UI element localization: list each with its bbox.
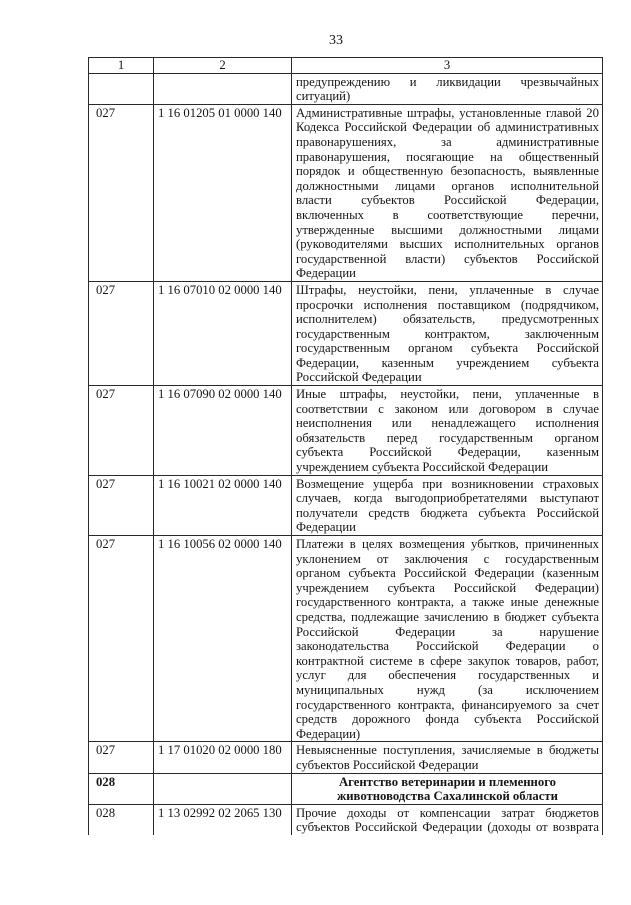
description-line: включенных в соответствующие перечни, <box>296 207 599 222</box>
code-cell: 027 <box>89 281 154 385</box>
kbk-cell: 1 16 10056 02 0000 140 <box>154 536 292 742</box>
description-line: Прочие доходы от компенсации затрат бюджетов <box>296 805 599 820</box>
description-line: субъектов Российской Федерации (доходы от возврата <box>296 820 599 835</box>
code-cell: 027 <box>89 104 154 281</box>
description-line: Кодекса Российской Федерации об административных <box>296 120 599 135</box>
description-line: Федерации <box>296 266 356 281</box>
table-row <box>89 804 603 835</box>
description-line: неисполнения или ненадлежащего исполнения <box>296 416 599 431</box>
description-line: муниципальных нужд (за исключением <box>296 682 599 697</box>
description-line: должностными лицами органов исполнительной <box>296 178 599 193</box>
description-line: просрочки исполнения поставщиком (подрядчиком, <box>296 297 599 312</box>
description-line: учреждением субъекта Российской Федерации <box>296 460 549 475</box>
description-line: субъектов Российской Федерации <box>296 757 479 772</box>
description-line: Невыясненные поступления, зачисляемые в бюджеты <box>296 743 599 758</box>
description-line: государственным контрактом, заключенным <box>296 326 599 341</box>
description-line: случаев, когда выгодоприобретателями выступают <box>296 491 599 506</box>
description-line: Административные штрафы, установленные главой 20 <box>296 105 599 120</box>
code-cell: 028 <box>89 804 154 835</box>
description-cell <box>292 386 603 476</box>
code-cell <box>89 73 154 104</box>
description-line: контрактной системе в сфере закупок товаров, работ, <box>296 653 599 668</box>
agency-title-cell <box>292 773 603 804</box>
description-line: получатели средств бюджета субъекта Российской <box>296 505 599 520</box>
kbk-cell: 1 13 02992 02 2065 130 <box>154 804 292 835</box>
description-line: услуг для обеспечения государственных и <box>296 668 599 683</box>
column-header-description: 3 <box>292 58 603 74</box>
description-line: исполнителем) обязательств, предусмотренных <box>296 312 599 327</box>
description-cell <box>292 536 603 742</box>
document-table <box>88 57 603 835</box>
description-line: уклонением от заключения с государственным <box>296 551 599 566</box>
description-line: государственного контракта, а также иные денежные <box>296 595 599 610</box>
description-line: средств дорожного фонда субъекта Российской <box>296 712 599 727</box>
table-row <box>89 742 603 773</box>
description-line: Федерации) <box>296 726 361 741</box>
description-cell <box>292 742 603 773</box>
description-line: Агентство ветеринарии и племенного <box>338 774 556 789</box>
description-line: ситуаций) <box>296 89 351 104</box>
description-line: органом субъекта Российской Федерации (казенным <box>296 566 599 581</box>
description-cell <box>292 73 603 104</box>
table-row <box>89 281 603 385</box>
description-cell <box>292 104 603 281</box>
kbk-cell: 1 16 01205 01 0000 140 <box>154 104 292 281</box>
description-line: государственным органом субъекта Российской <box>296 341 599 356</box>
kbk-cell <box>154 773 292 804</box>
description-line: Платежи в целях возмещения убытков, причиненных <box>296 537 599 551</box>
description-line: государственной власти) субъектов Российской <box>296 251 599 266</box>
description-cell <box>292 281 603 385</box>
table-row <box>89 386 603 476</box>
description-line: Штрафы, неустойки, пени, уплаченные в случае <box>296 282 599 297</box>
description-line: соответствии с законом или договором в случае <box>296 401 599 416</box>
column-header-code: 1 <box>89 58 154 74</box>
page-number: 33 <box>329 33 343 48</box>
table-row <box>89 475 603 535</box>
code-cell: 027 <box>89 475 154 535</box>
table-row <box>89 73 603 104</box>
description-line: правонарушения, посягающие на общественный <box>296 149 599 164</box>
description-line: обязательств перед государственным органом <box>296 430 599 445</box>
table-row <box>89 536 603 742</box>
description-line: животноводства Сахалинской области <box>337 789 558 804</box>
code-cell: 027 <box>89 742 154 773</box>
description-line: законодательства Российской Федерации о <box>296 639 599 654</box>
description-line: предупреждению и ликвидации чрезвычайных <box>296 74 599 89</box>
description-line: утвержденные высшими должностными лицами <box>296 222 599 237</box>
kbk-cell: 1 17 01020 02 0000 180 <box>154 742 292 773</box>
description-line: субъекта Российской Федерации, казенным <box>296 445 599 460</box>
code-cell: 027 <box>89 536 154 742</box>
kbk-cell: 1 16 07090 02 0000 140 <box>154 386 292 476</box>
description-line: власти субъектов Российской Федерации, <box>296 193 599 208</box>
description-line: учреждением субъекта Российской Федерации) <box>296 580 599 595</box>
description-line: средства, подлежащие зачислению в бюджет субъекта <box>296 609 599 624</box>
description-line: Российской Федерации <box>296 370 422 385</box>
description-line: порядок и общественную безопасность, выявленные <box>296 164 599 179</box>
description-line: Федерации <box>296 520 356 535</box>
section-header-row <box>89 773 603 804</box>
kbk-cell <box>154 73 292 104</box>
description-line: Федерации, казенным учреждением субъекта <box>296 355 599 370</box>
description-line: Возмещение ущерба при возникновении страховых <box>296 476 599 491</box>
description-line: Иные штрафы, неустойки, пени, уплаченные в <box>296 387 599 402</box>
table-header-row <box>89 58 603 74</box>
code-cell: 027 <box>89 386 154 476</box>
description-line: Российской Федерации за нарушение <box>296 624 599 639</box>
kbk-cell: 1 16 07010 02 0000 140 <box>154 281 292 385</box>
description-line: государственного контракта, финансируемого за счет <box>296 697 599 712</box>
description-cell <box>292 475 603 535</box>
description-line: правонарушениях, за административные <box>296 134 599 149</box>
column-header-kbk: 2 <box>154 58 292 74</box>
table-row <box>89 104 603 281</box>
description-line: (руководителями высших исполнительных органов <box>296 237 599 252</box>
kbk-cell: 1 16 10021 02 0000 140 <box>154 475 292 535</box>
code-cell: 028 <box>89 773 154 804</box>
description-cell <box>292 804 603 835</box>
